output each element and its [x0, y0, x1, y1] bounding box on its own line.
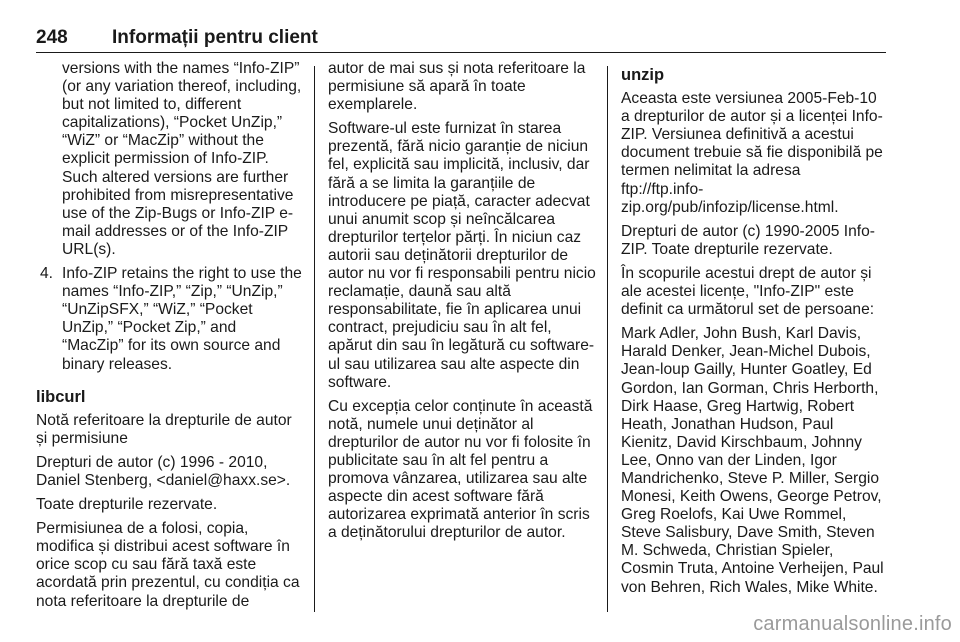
column-1 [36, 60, 302, 617]
list-item-4 [36, 265, 302, 374]
paragraph: Software-ul este furnizat în starea prezentă, fără nicio garanție de niciun fel, explicită sau implicită, inclusiv, dar fără a se limita la garanțiile de introducere pe piață, caracter adecvat unui anumit scop și neîncălcarea drepturilor terțelor părți. În niciun caz autorii sau deținătorii drepturilor de autor nu vor fi responsabili pentru nicio reclamație, daună sau altă responsabilitate, fie în aplicarea unui contract, prejudiciu sau în alt fel, apărut din sau în legătură cu software-ul sau utilizarea sau alte aspecte din software. [328, 120, 596, 391]
paragraph: Drepturi de autor (c) 1990-2005 Info-ZIP. Toate drepturile rezervate. [621, 222, 875, 258]
list-item-text: Info-ZIP retains the right to use the names “Info-ZIP,” “Zip,” “UnZip,” “UnZipSFX,” “WiZ,” “Pocket UnZip,” “Pocket Zip,” and “MacZip” for its own source and binary releases. [62, 265, 302, 373]
paragraph: Permisiunea de a folosi, copia, modifica și distribui acest software în orice scop cu sau fără taxă este acordată prin prezentul, cu condiția ca nota referitoare la drepturile de [36, 520, 300, 610]
column-divider-1 [314, 66, 315, 612]
paragraph: Notă referitoare la drepturile de autor și permisiune [36, 411, 292, 447]
list-number: 4. [40, 265, 54, 283]
column-3 [621, 60, 887, 603]
running-title: Informații pentru client [112, 27, 318, 48]
column-2 [328, 60, 596, 548]
paragraph: Aceasta este versiunea 2005-Feb-10 a drepturilor de autor și a licenței Info-ZIP. Versiunea definitivă a acestui document trebuie să fie disponibilă pe termen nelimitat la adresa ftp://ftp.info-zip.org/pub/infozip/license.html. [621, 90, 883, 216]
continued-paragraph: versions with the names “Info-ZIP” (or any variation thereof, including, but not limited to, different capitalizations), “Pocket UnZip,” “WiZ” or “MacZip” without the explicit permission of Info-ZIP. Such altered versions are further prohibited from misrepresentative use of the Zip-Bugs or Info-ZIP e-mail addresses or of the Info-ZIP URL(s). [62, 60, 302, 258]
page-number: 248 [36, 27, 68, 48]
watermark: carmanualsonline.info [753, 613, 952, 635]
column-divider-2 [607, 66, 608, 612]
paragraph: Toate drepturile rezervate. [36, 496, 218, 514]
paragraph: Cu excepția celor conținute în această notă, numele unui deținător al drepturilor de autor nu vor fi folosite în publicitate sau în alt fel pentru a promova vânzarea, utilizarea sau alte aspecte din acest software fără autorizarea exprimată anterior în scris a deținătorului drepturilor de autor. [328, 397, 593, 542]
section-heading-unzip: unzip [621, 66, 665, 84]
section-heading-libcurl: libcurl [36, 387, 86, 406]
paragraph: Drepturi de autor (c) 1996 - 2010, Daniel Stenberg, <daniel@haxx.se>. [36, 453, 291, 489]
paragraph: autor de mai sus și nota referitoare la permisiune să apară în toate exemplarele. [328, 60, 586, 114]
paragraph: Mark Adler, John Bush, Karl Davis, Harald Denker, Jean-Michel Dubois, Jean-loup Gailly, Hunter Goatley, Ed Gordon, Ian Gorman, Chris Herborth, Dirk Haase, Greg Hartwig, Robert Heath, Jonathan Hudson, Paul Kienitz, David Kirschbaum, Johnny Lee, Onno van der Linden, Igor Mandrichenko, Steve P. Miller, Sergio Monesi, Keith Owens, George Petrov, Greg Roelofs, Kai Uwe Rommel, Steve Salisbury, Dave Smith, Steven M. Schweda, Christian Spieler, Cosmin Truta, Antoine Verheijen, Paul von Behren, Rich Wales, Mike White. [621, 325, 884, 596]
paragraph: În scopurile acestui drept de autor și ale acestei licențe, "Info-ZIP" este definit ca următorul set de persoane: [621, 264, 875, 319]
page-header [36, 0, 886, 53]
